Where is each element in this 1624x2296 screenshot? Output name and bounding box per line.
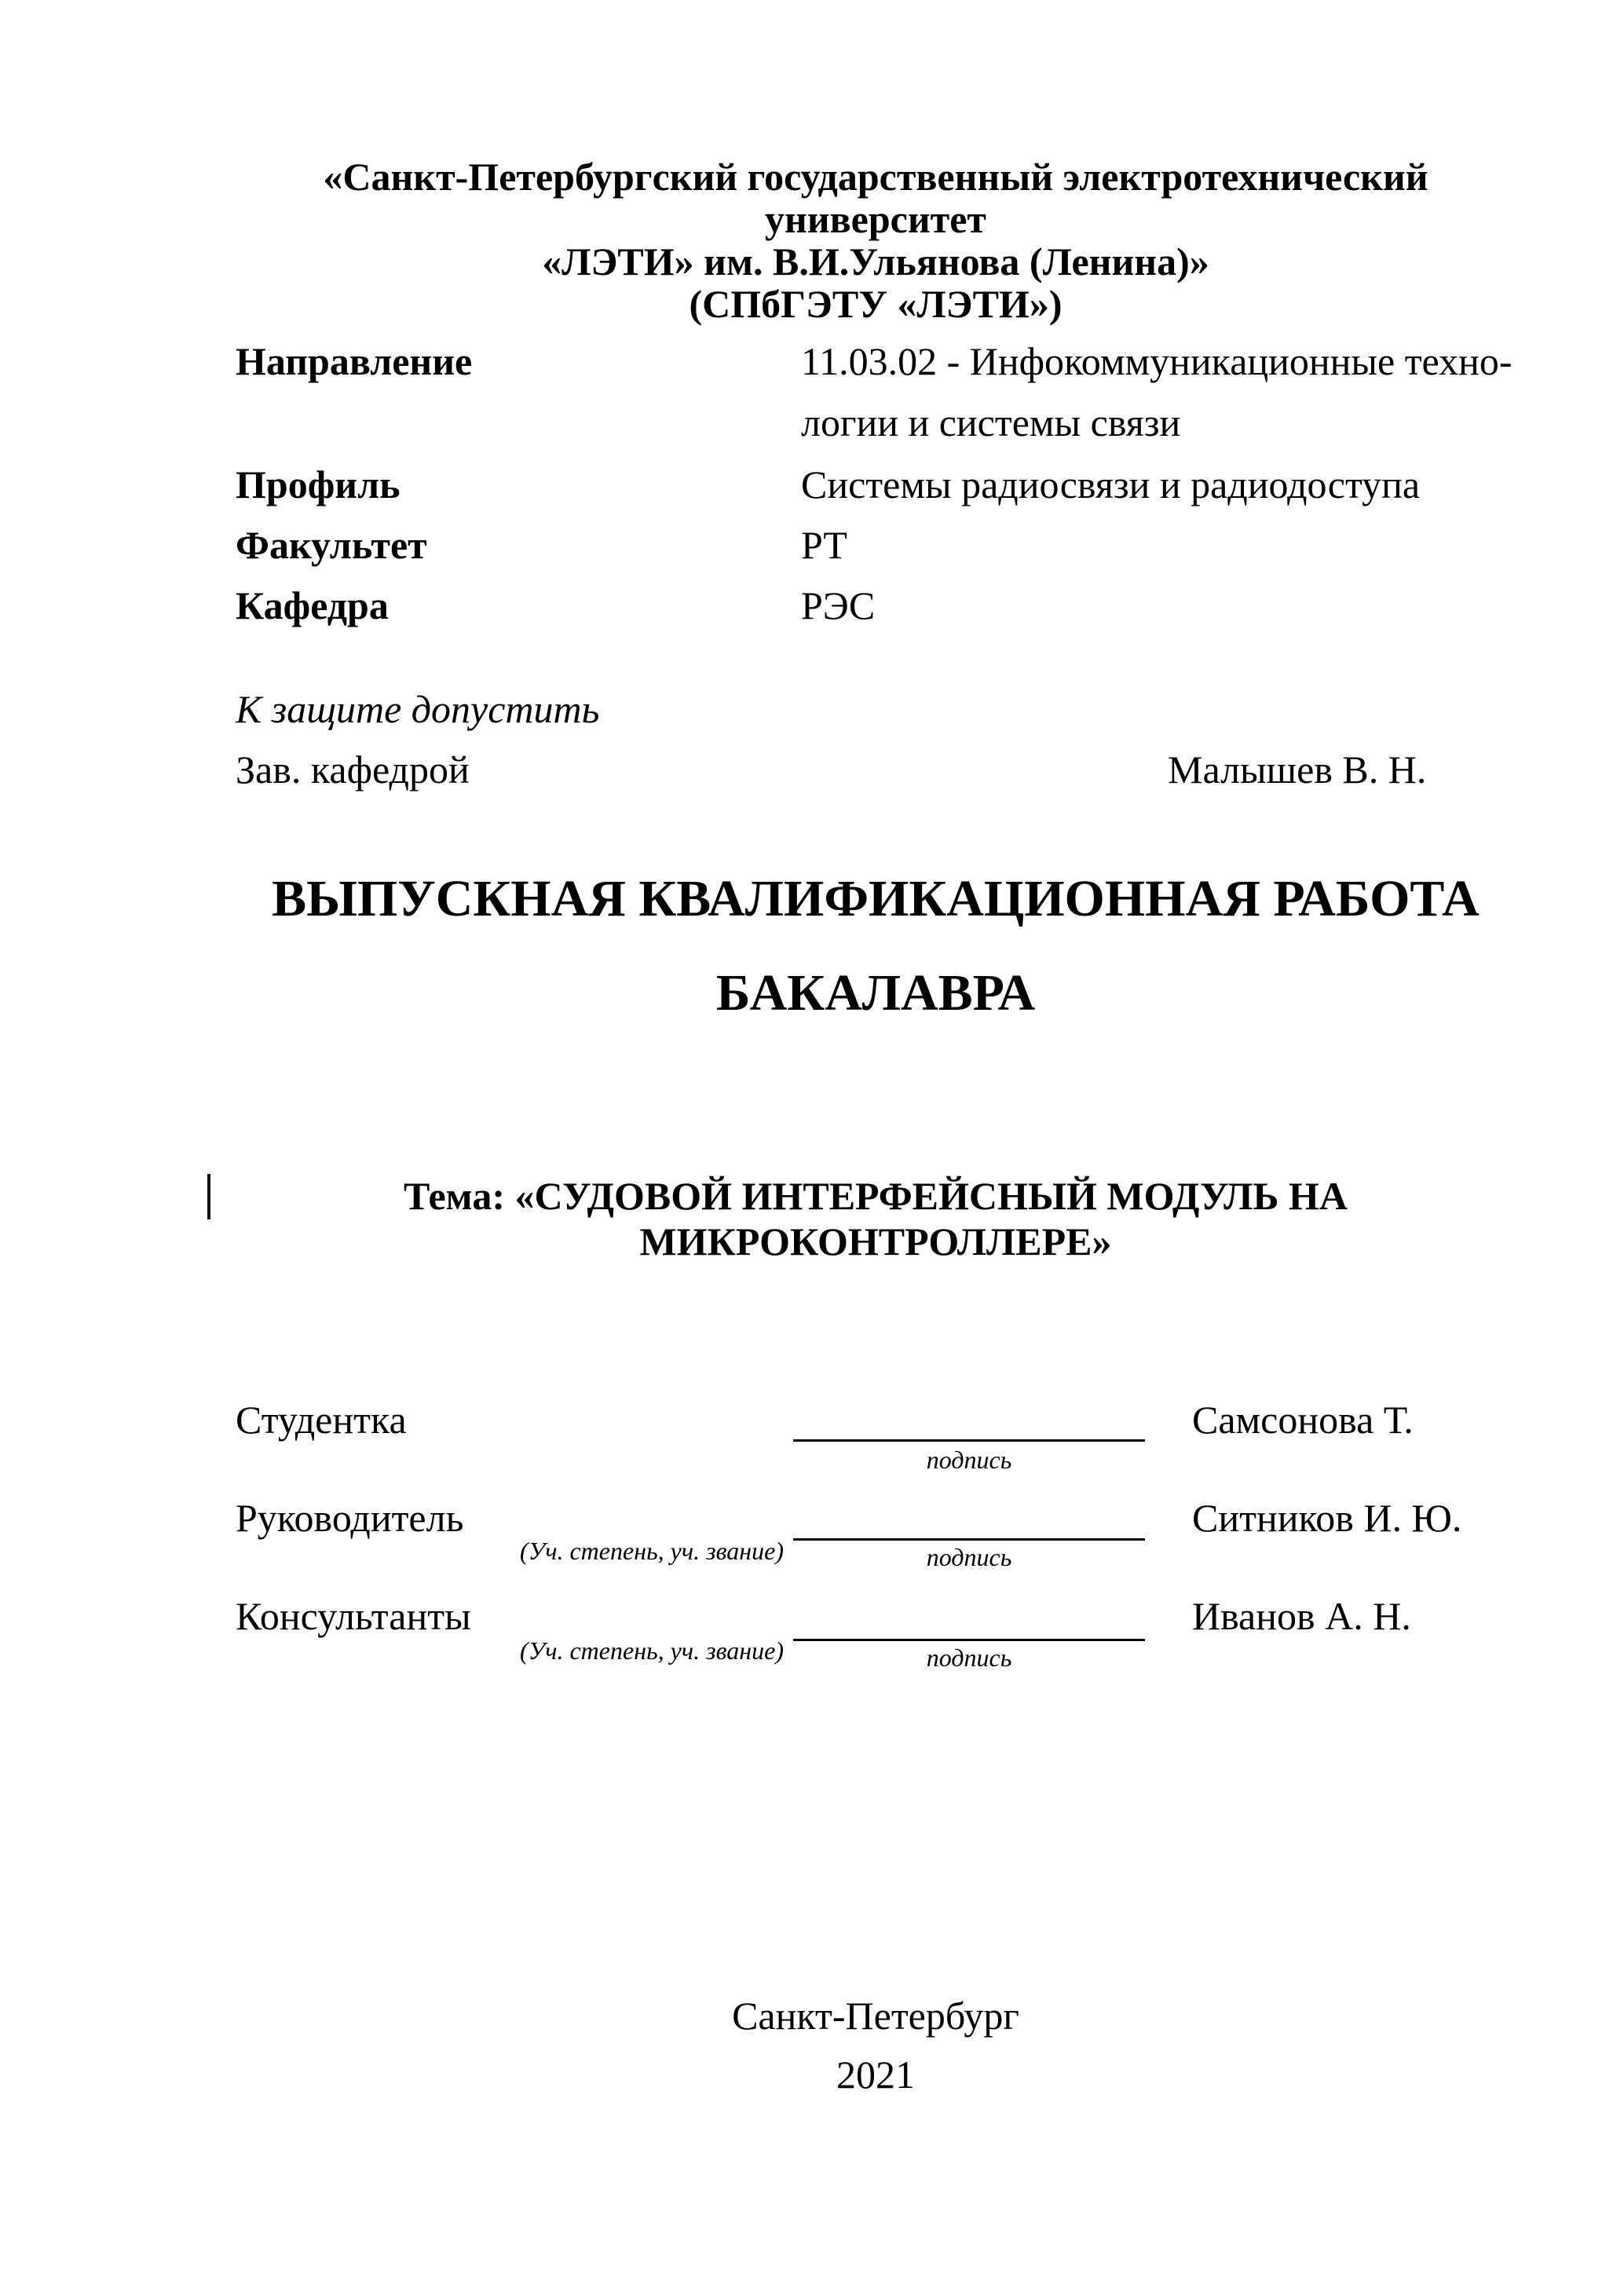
university-header-line-3: (СПбГЭТУ «ЛЭТИ») (689, 282, 1063, 326)
signer-role-supervisor: Руководитель (236, 1496, 464, 1540)
work-title-line-2: БАКАЛАВРА (715, 964, 1036, 1022)
work-title-line-1: ВЫПУСКНАЯ КВАЛИФИКАЦИОННАЯ РАБОТА (272, 870, 1480, 927)
theme-heading (236, 1173, 1516, 1264)
field-label-faculty: Факультет (236, 523, 427, 567)
signer-role-consultants: Консультанты (236, 1594, 471, 1638)
university-header (236, 155, 1516, 325)
degree-caption-consultants: (Уч. степень, уч. звание) (520, 1636, 784, 1665)
theme-line-1: Тема: «СУДОВОЙ ИНТЕРФЕЙСНЫЙ МОДУЛЬ НА (404, 1174, 1348, 1218)
signature-line-consultants (793, 1639, 1145, 1641)
footer-city: Санкт-Петербург (732, 1994, 1019, 2038)
signature-line-student (793, 1439, 1145, 1442)
field-label-profile: Профиль (236, 462, 401, 506)
signature-caption-student: подпись (926, 1446, 1012, 1474)
field-value-faculty: РТ (801, 523, 847, 567)
field-label-department: Кафедра (236, 583, 389, 627)
admission-permit-line: К защите допустить (236, 687, 600, 731)
signature-caption-supervisor: подпись (926, 1543, 1012, 1571)
signer-name-supervisor: Ситников И. Ю. (1192, 1496, 1462, 1540)
university-header-line-2: «ЛЭТИ» им. В.И.Ульянова (Ленина)» (542, 239, 1209, 283)
field-value-profile: Системы радиосвязи и радиодоступа (801, 462, 1421, 506)
field-value-department: РЭС (801, 583, 876, 627)
signer-role-student: Студентка (236, 1398, 407, 1442)
footer-year: 2021 (836, 2053, 915, 2097)
signature-line-supervisor (793, 1538, 1145, 1541)
field-label-direction: Направление (236, 339, 473, 383)
revision-bar (207, 1174, 210, 1219)
signer-name-consultants: Иванов А. Н. (1192, 1594, 1411, 1638)
degree-caption-supervisor: (Уч. степень, уч. звание) (520, 1537, 784, 1565)
admission-head-name: Малышев В. Н. (1168, 748, 1427, 792)
theme-line-2: МИКРОКОНТРОЛЛЕРЕ» (639, 1219, 1112, 1263)
field-value-direction-line1: 11.03.02 - Инфокоммуникационные техно- (801, 339, 1512, 383)
admission-role: Зав. кафедрой (236, 748, 470, 792)
signature-caption-consultants: подпись (926, 1643, 1012, 1672)
university-header-line-1: «Санкт-Петербургский государственный электротехнический университет (323, 155, 1428, 241)
signer-name-student: Самсонова Т. (1192, 1398, 1414, 1442)
field-value-direction-line2: логии и системы связи (801, 400, 1181, 444)
